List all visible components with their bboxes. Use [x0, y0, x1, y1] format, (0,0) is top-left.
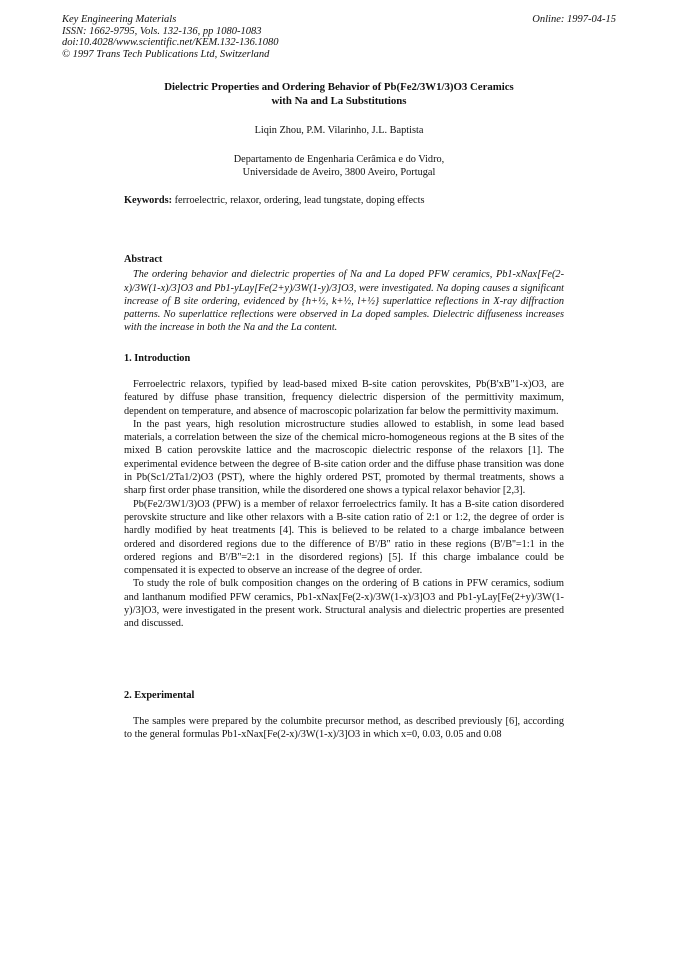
abstract-heading: Abstract: [124, 254, 163, 265]
abstract-section: [124, 253, 564, 335]
paper-title-line-1: Dielectric Properties and Ordering Behavior of Pb(Fe2/3W1/3)O3 Ceramics: [164, 81, 514, 93]
introduction-section: [124, 378, 564, 631]
keywords: [124, 195, 564, 206]
introduction-heading: 1. Introduction: [124, 353, 191, 364]
journal-name: Key Engineering Materials: [62, 14, 177, 25]
experimental-section: [124, 715, 564, 742]
introduction-paragraph: In the past years, high resolution microstructure studies allowed to establish, in some lead based materials, a correlation between the size of the chemical micro-homogeneous regions at the B sites of the mixed B cation perovskite lattice and the macroscopic dielectric response of the relaxors [1]. The experimental evidence between the degree of B-site cation order and the diffuse phase transition was done in Pb(Sc1/2Ta1/2)O3 (PST), where the highly ordered PST, promoted by thermal treatments, shows a sharp first order phase transition, while the disordered one shows a typical relaxor behavior [2,3].: [124, 418, 564, 497]
journal-header: [62, 14, 279, 60]
paper-title: [0, 80, 678, 108]
introduction-paragraph: Ferroelectric relaxors, typified by lead-based mixed B-site cation perovskites, Pb(B'xB''1-x)O3, are featured by diffuse phase transition, frequency dielectric dispersion of the permittivity maximum, dependent on temperature, and absence of macroscopic polarization far below the permittivity maximum.: [124, 379, 564, 417]
journal-doi: doi:10.4028/www.scientific.net/KEM.132-136.1080: [62, 37, 279, 48]
affiliation: [0, 153, 678, 179]
journal-copyright: © 1997 Trans Tech Publications Ltd, Switzerland: [62, 48, 270, 60]
keywords-label: Keywords:: [124, 195, 173, 206]
authors: Liqin Zhou, P.M. Vilarinho, J.L. Baptista: [254, 125, 424, 136]
online-date: Online: 1997-04-15: [532, 14, 616, 25]
introduction-heading-block: [124, 352, 564, 367]
introduction-paragraph: Pb(Fe2/3W1/3)O3 (PFW) is a member of relaxor ferroelectrics family. It has a B-site cation disordered perovskite structure and like other relaxors with a B-site cation ratio of 2:1 or 1:2, the degree of order is hardly modified by heat treatments [4]. This is believed to be related to a charge imbalance between ordered and disordered regions due to the difference of B'/B'' ratio in these regions (B'/B''=1:1 in the ordered regions and B'/B''=2:1 in the disordered regions) [5]. If this charge imbalance could be compensated it is expected to observe an increase of the degree of order.: [124, 498, 564, 577]
journal-issn: ISSN: 1662-9795, Vols. 132-136, pp 1080-1083: [62, 25, 262, 37]
experimental-paragraph: The samples were prepared by the columbite precursor method, as described previously [6], according to the general formulas Pb1-xNax[Fe(2-x)/3W(1-x)/3]O3 in which x=0, 0.03, 0.05 and 0.08: [124, 716, 564, 741]
paper-title-line-2: with Na and La Substitutions: [271, 95, 407, 107]
abstract-text: The ordering behavior and dielectric properties of Na and La doped PFW ceramics, Pb1-xNax[Fe(2-x)/3W(1-x)/3]O3 and Pb1-yLay[Fe(2+y)/3W(1-y)/3]O3, were investigated. Na doping causes a significant increase of B site ordering, evidenced by {h+½, k+½, l+½} superlattice reflections in X-ray diffraction patterns. No superlattice reflections were observed in La doped samples. Dielectric diffuseness increases with the increase in both the Na and the La content.: [124, 269, 564, 334]
affiliation-line-1: Departamento de Engenharia Cerâmica e do Vidro,: [233, 154, 445, 165]
affiliation-line-2: Universidade de Aveiro, 3800 Aveiro, Portugal: [242, 167, 436, 178]
experimental-heading-block: [124, 689, 564, 704]
introduction-paragraph: To study the role of bulk composition changes on the ordering of B cations in PFW ceramics, sodium and lanthanum modified PFW ceramics, Pb1-xNax[Fe(2-x)/3W(1-x)/3]O3 and Pb1-yLay[Fe(2+y)/3W(1-y)/3]O3, were investigated in the present work. Structural analysis and dielectric properties are presented and discussed.: [124, 578, 564, 630]
experimental-heading: 2. Experimental: [124, 690, 195, 701]
keywords-text: ferroelectric, relaxor, ordering, lead tungstate, doping effects: [172, 195, 425, 206]
